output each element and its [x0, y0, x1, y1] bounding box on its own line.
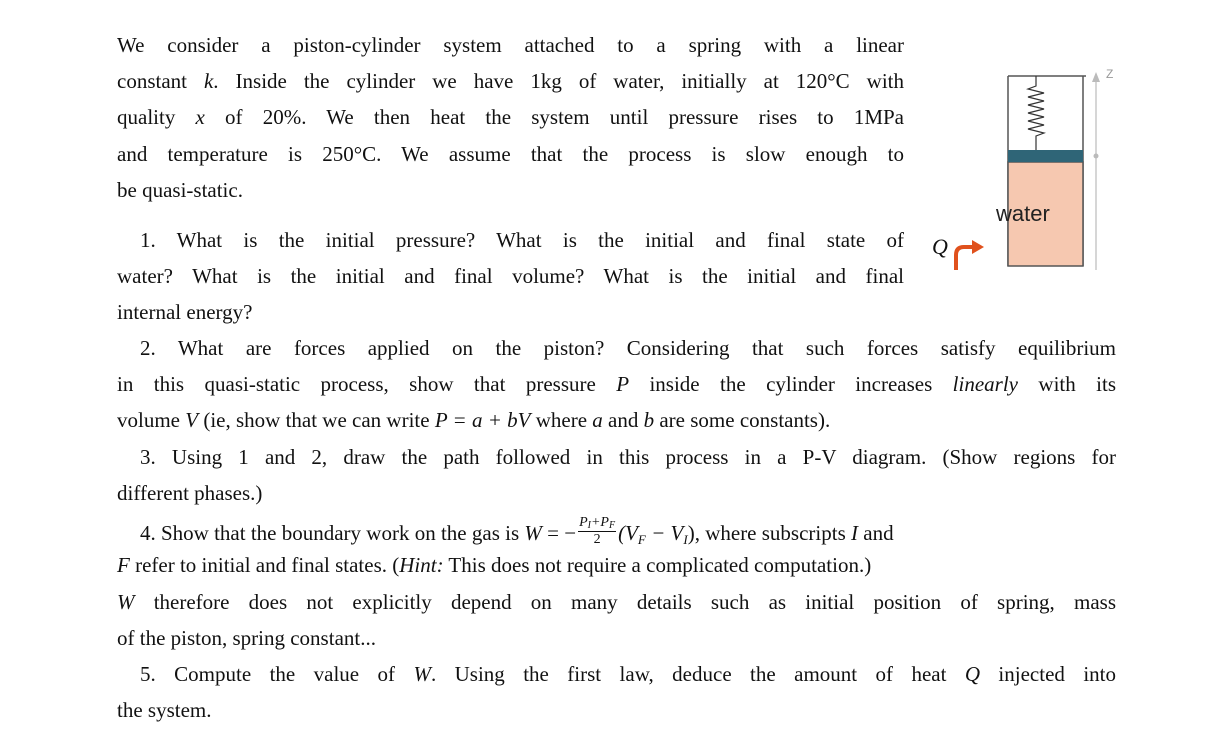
q5-line-1: 5. Compute the value of W. Using the first law, deduce the amount of heat Q injected into [140, 662, 1116, 686]
q3-line-1: 3. Using 1 and 2, draw the path followed in this process in a P-V diagram. (Show regions for [140, 445, 1116, 469]
q1-line-3: internal energy? [117, 300, 253, 324]
water-label: water [996, 201, 1050, 226]
q2-line-3: volume V (ie, show that we can write P = a + bV where a and b are some constants). [117, 408, 831, 432]
piston-cylinder-figure [926, 60, 1126, 282]
heat-arrow-head [972, 240, 984, 254]
piston-position-marker [1094, 154, 1099, 159]
intro-line-5: be quasi-static. [117, 178, 243, 202]
q4-line-4: of the piston, spring constant... [117, 626, 376, 650]
q1-line-2: water? What is the initial and final volume? What is the initial and final [117, 264, 904, 288]
heat-label: Q [932, 234, 948, 259]
q4-line-2: F refer to initial and final states. (Hint: This does not require a complicated computation.) [117, 553, 872, 577]
intro-line-2: constant k. Inside the cylinder we have 1kg of water, initially at 120°C with [117, 69, 904, 93]
q2-line-1: 2. What are forces applied on the piston? Considering that such forces satisfy equilibrium [140, 336, 1116, 360]
work-fraction: $\frac{PI+PF}{2}$ [579, 515, 616, 547]
q4-line-3: W therefore does not explicitly depend on many details such as initial position of spring, mass [117, 590, 1116, 614]
piston [1008, 150, 1083, 162]
q1-line-1: 1. What is the initial pressure? What is the initial and final state of [140, 228, 904, 252]
piston-cylinder-diagram [926, 60, 1126, 282]
intro-line-3: quality x of 20%. We then heat the system until pressure rises to 1MPa [117, 105, 904, 129]
z-axis-label: Z [1106, 67, 1114, 81]
q5-line-2: the system. [117, 698, 212, 722]
spring [1028, 76, 1044, 150]
q3-line-2: different phases.) [117, 481, 263, 505]
intro-line-4: and temperature is 250°C. We assume that the process is slow enough to [117, 142, 904, 166]
heat-arrow [956, 247, 974, 270]
intro-line-1: We consider a piston-cylinder system attached to a spring with a linear [117, 33, 904, 57]
q2-line-2: in this quasi-static process, show that pressure P inside the cylinder increases linearly with its [117, 372, 1116, 396]
z-axis-arrowhead [1092, 72, 1100, 82]
q4-line-1: 4. Show that the boundary work on the gas is W = − $\frac{PI+PF}{2}$ $(V_F - V_I)$, where subscripts I and [140, 515, 894, 548]
